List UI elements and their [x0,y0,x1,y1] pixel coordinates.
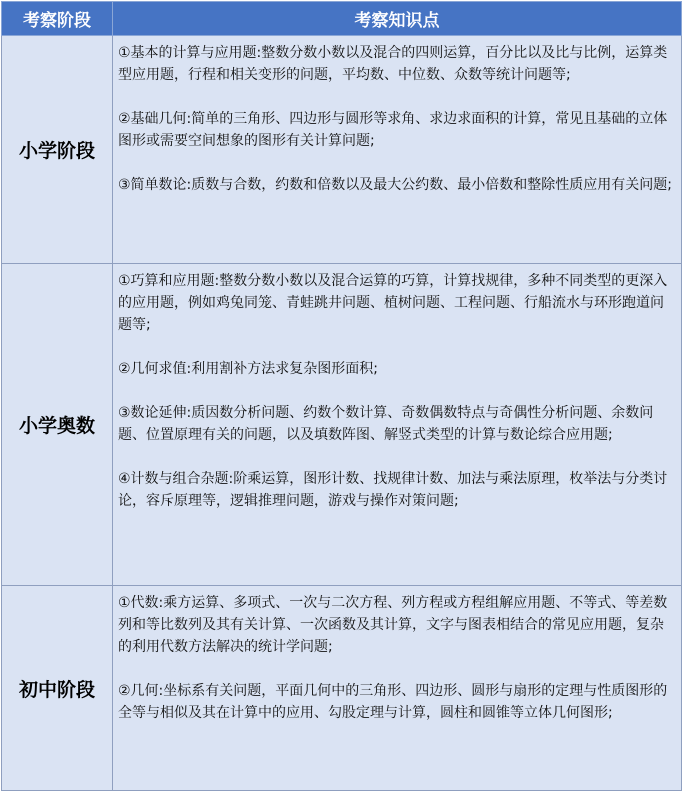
knowledge-cell [113,36,682,264]
knowledge-cell [113,264,682,586]
knowledge-item: ①代数:乘方运算、多项式、一次与二次方程、列方程或方程组解应用题、不等式、等差数列和等比数列及其有关计算、一次函数及其计算，文字与图表相结合的常见应用题，复杂的利用代数方法解决的统计学问题; [118,595,668,655]
table-row [2,586,682,791]
stage-cell: 小学阶段 [2,36,113,264]
knowledge-item: ②几何求值:利用割补方法求复杂图形面积; [118,361,378,377]
knowledge-item: ①巧算和应用题:整数分数小数以及混合运算的巧算，计算找规律，多种不同类型的更深入的应用题，例如鸡兔同笼、青蛙跳井问题、植树问题、工程问题、行船流水与环形跑道问题等; [118,273,668,333]
knowledge-item: ④计数与组合杂题:阶乘运算，图形计数、找规律计数、加法与乘法原理，枚举法与分类讨论，容斥原理等，逻辑推理问题，游戏与操作对策问题; [118,471,668,509]
stage-cell: 小学奥数 [2,264,113,586]
header-stage: 考察阶段 [2,2,113,36]
table-header-row [2,2,682,36]
table-row [2,36,682,264]
stage-cell: 初中阶段 [2,586,113,791]
knowledge-item: ②几何:坐标系有关问题，平面几何中的三角形、四边形、圆形与扇形的定理与性质图形的全等与相似及其在计算中的应用、勾股定理与计算，圆柱和圆锥等立体几何图形; [118,683,668,721]
header-knowledge-points: 考察知识点 [113,2,682,36]
knowledge-cell [113,586,682,791]
knowledge-item: ②基础几何:简单的三角形、四边形与圆形等求角、求边求面积的计算，常见且基础的立体图形或需要空间想象的图形有关计算问题; [118,111,668,149]
knowledge-item: ③数论延伸:质因数分析问题、约数个数计算、奇数偶数特点与奇偶性分析问题、余数问题、位置原理有关的问题，以及填数阵图、解竖式类型的计算与数论综合应用题; [118,405,654,443]
knowledge-item: ③简单数论:质数与合数，约数和倍数以及最大公约数、最小倍数和整除性质应用有关问题; [118,177,672,193]
knowledge-table [1,1,682,791]
knowledge-item: ①基本的计算与应用题:整数分数小数以及混合的四则运算，百分比以及比与比例，运算类型应用题，行程和相关变形的问题，平均数、中位数、众数等统计问题等; [118,45,668,83]
table-row [2,264,682,586]
